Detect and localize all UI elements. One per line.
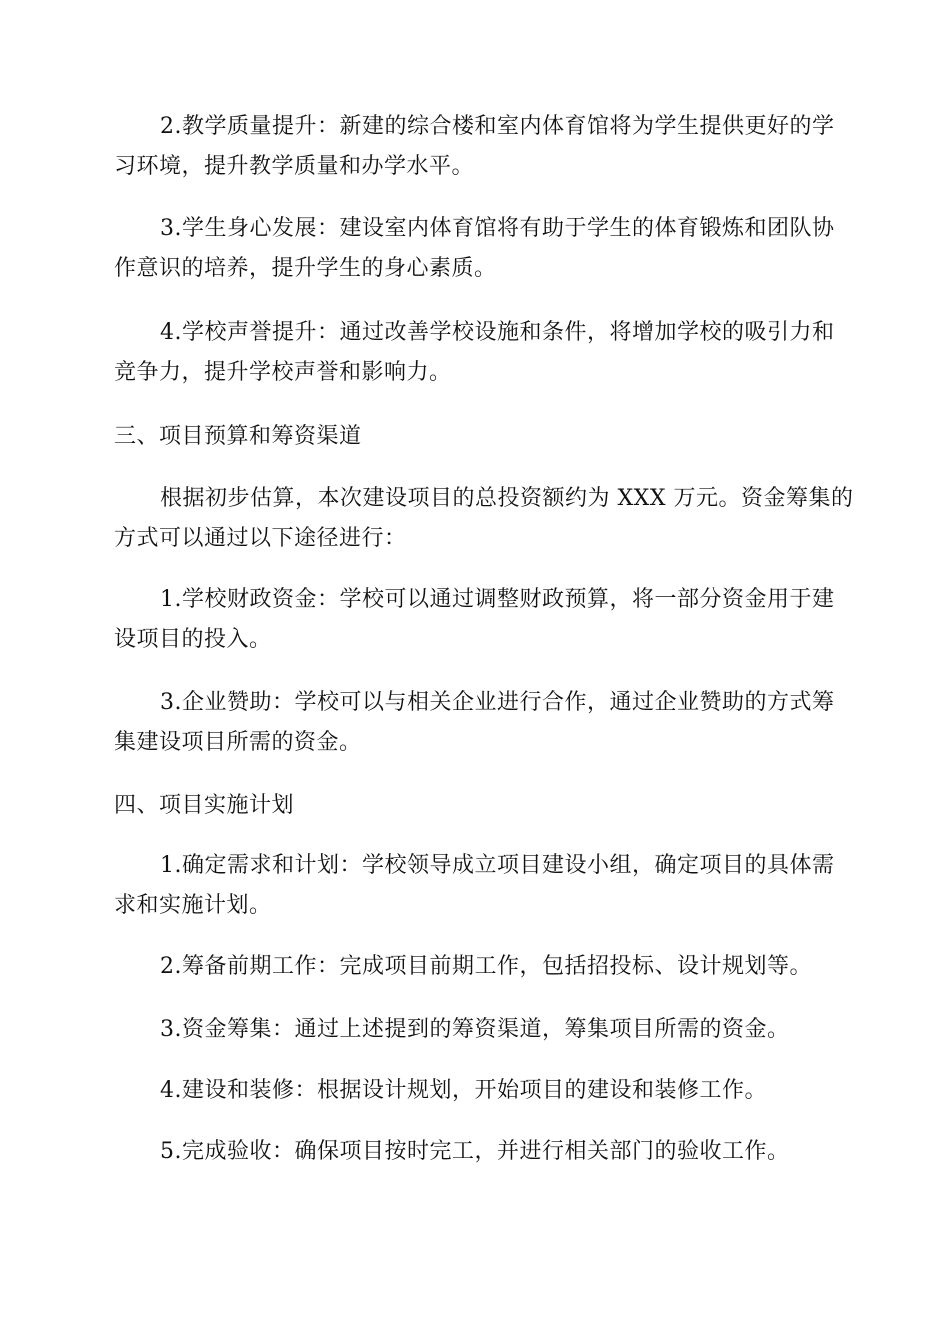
section-heading-budget [114, 417, 834, 457]
paragraph-requirements [114, 846, 834, 926]
section-heading-implementation [114, 786, 834, 826]
paragraph-construction [114, 1071, 834, 1111]
paragraph-line: 1.确定需求和计划：学校领导成立项目建设小组，确定项目的具体需 [160, 853, 835, 878]
section-heading: 四、项目实施计划 [114, 793, 295, 818]
paragraph-preparation [114, 947, 834, 987]
paragraph-line: 集建设项目所需的资金。 [114, 730, 362, 755]
paragraph-line: 4.学校声誉提升：通过改善学校设施和条件，将增加学校的吸引力和 [160, 320, 835, 345]
paragraph-line: 1.学校财政资金：学校可以通过调整财政预算，将一部分资金用于建 [160, 587, 835, 612]
paragraph-line: 3.学生身心发展：建设室内体育馆将有助于学生的体育锻炼和团队协 [160, 216, 835, 241]
paragraph-line: 求和实施计划。 [114, 893, 272, 918]
paragraph-line: 习环境，提升教学质量和办学水平。 [114, 154, 475, 179]
paragraph-school-funds [114, 580, 834, 660]
paragraph-school-reputation [114, 313, 834, 393]
paragraph-acceptance [114, 1132, 834, 1172]
paragraph-line: 5.完成验收：确保项目按时完工，并进行相关部门的验收工作。 [160, 1139, 790, 1164]
paragraph-line: 3.资金筹集：通过上述提到的筹资渠道，筹集项目所需的资金。 [160, 1017, 790, 1042]
paragraph-budget-estimate [114, 479, 854, 559]
paragraph-student-development [114, 209, 834, 289]
paragraph-fundraising [114, 1010, 834, 1050]
paragraph-line: 3.企业赞助：学校可以与相关企业进行合作，通过企业赞助的方式筹 [160, 690, 835, 715]
paragraph-line: 2.筹备前期工作：完成项目前期工作，包括招投标、设计规划等。 [160, 954, 812, 979]
paragraph-line: 设项目的投入。 [114, 627, 272, 652]
paragraph-line: 方式可以通过以下途径进行： [114, 526, 407, 551]
paragraph-line: 根据初步估算，本次建设项目的总投资额约为 XXX 万元。资金筹集的 [160, 486, 854, 511]
section-heading: 三、项目预算和筹资渠道 [114, 424, 362, 449]
paragraph-line: 2.教学质量提升：新建的综合楼和室内体育馆将为学生提供更好的学 [160, 114, 835, 139]
paragraph-enterprise-sponsorship [114, 683, 834, 763]
paragraph-line: 作意识的培养，提升学生的身心素质。 [114, 256, 497, 281]
paragraph-line: 竞争力，提升学校声誉和影响力。 [114, 360, 452, 385]
paragraph-teaching-quality [114, 107, 834, 187]
paragraph-line: 4.建设和装修：根据设计规划，开始项目的建设和装修工作。 [160, 1078, 767, 1103]
